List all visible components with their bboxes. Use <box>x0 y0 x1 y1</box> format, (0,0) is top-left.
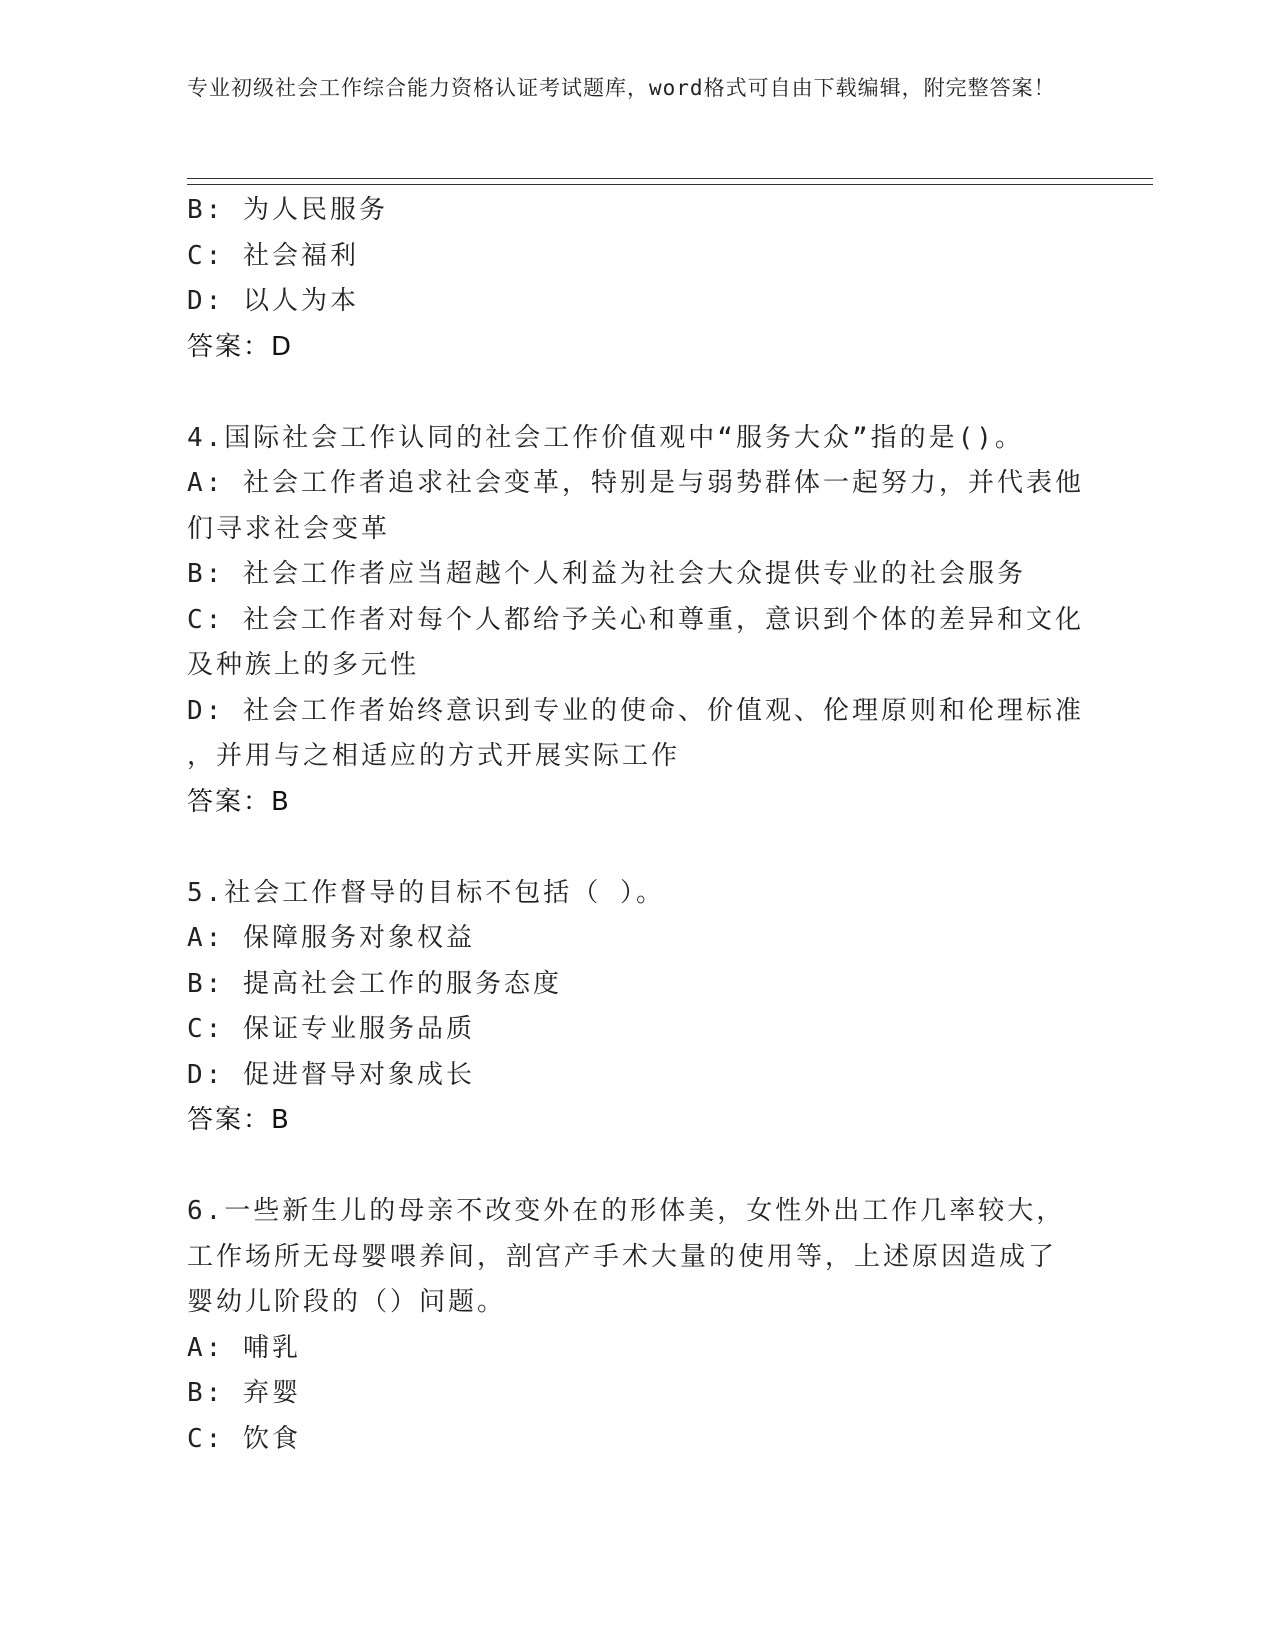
option-line: A: 保障服务对象权益 <box>187 923 475 953</box>
option-line: C: 社会福利 <box>187 240 359 271</box>
header-note: 专业初级社会工作综合能力资格认证考试题库，word格式可自由下载编辑，附完整答案！ <box>187 76 1056 100</box>
option-line: ，并用与之相适应的方式开展实际工作 <box>187 741 681 771</box>
answer-line: 答案：D <box>187 331 294 362</box>
option-line: A: 哺乳 <box>187 1332 301 1363</box>
option-line: D: 促进督导对象成长 <box>187 1059 475 1090</box>
option-line: C: 社会工作者对每个人都给予关心和尊重，意识到个体的差异和文化 <box>187 604 1084 635</box>
block-gap <box>187 825 1087 871</box>
option-line: B: 弃婴 <box>187 1378 301 1408</box>
option-line: B: 为人民服务 <box>187 195 388 225</box>
header-divider <box>187 178 1153 185</box>
question-stem: 4.国际社会工作认同的社会工作价值观中“服务大众”指的是()。 <box>187 422 1024 453</box>
question-content <box>187 188 1087 1462</box>
question-4 <box>187 416 1087 826</box>
option-line: D: 以人为本 <box>187 286 359 316</box>
question-6 <box>187 1189 1087 1462</box>
block-gap <box>187 1144 1087 1190</box>
question-stem: 婴幼儿阶段的（）问题。 <box>187 1287 507 1317</box>
option-line: C: 保证专业服务品质 <box>187 1014 475 1044</box>
question-3-continuation <box>187 188 1087 370</box>
option-line: 们寻求社会变革 <box>187 513 391 544</box>
question-stem: 工作场所无母婴喂养间，剖宫产手术大量的使用等，上述原因造成了 <box>187 1241 1058 1272</box>
block-gap <box>187 370 1087 416</box>
question-5 <box>187 871 1087 1144</box>
option-line: B: 社会工作者应当超越个人利益为社会大众提供专业的社会服务 <box>187 559 1026 589</box>
option-line: A: 社会工作者追求社会变革，特别是与弱势群体一起努力，并代表他 <box>187 468 1084 498</box>
option-line: 及种族上的多元性 <box>187 650 420 680</box>
question-stem: 6.一些新生儿的母亲不改变外在的形体美，女性外出工作几率较大， <box>187 1196 1066 1226</box>
question-stem: 5.社会工作督导的目标不包括（ ）。 <box>187 877 665 908</box>
answer-line: 答案：B <box>187 1105 291 1135</box>
option-line: C: 饮食 <box>187 1423 301 1454</box>
option-line: D: 社会工作者始终意识到专业的使命、价值观、伦理原则和伦理标准 <box>187 695 1084 726</box>
option-line: B: 提高社会工作的服务态度 <box>187 968 562 999</box>
answer-line: 答案：B <box>187 786 291 817</box>
